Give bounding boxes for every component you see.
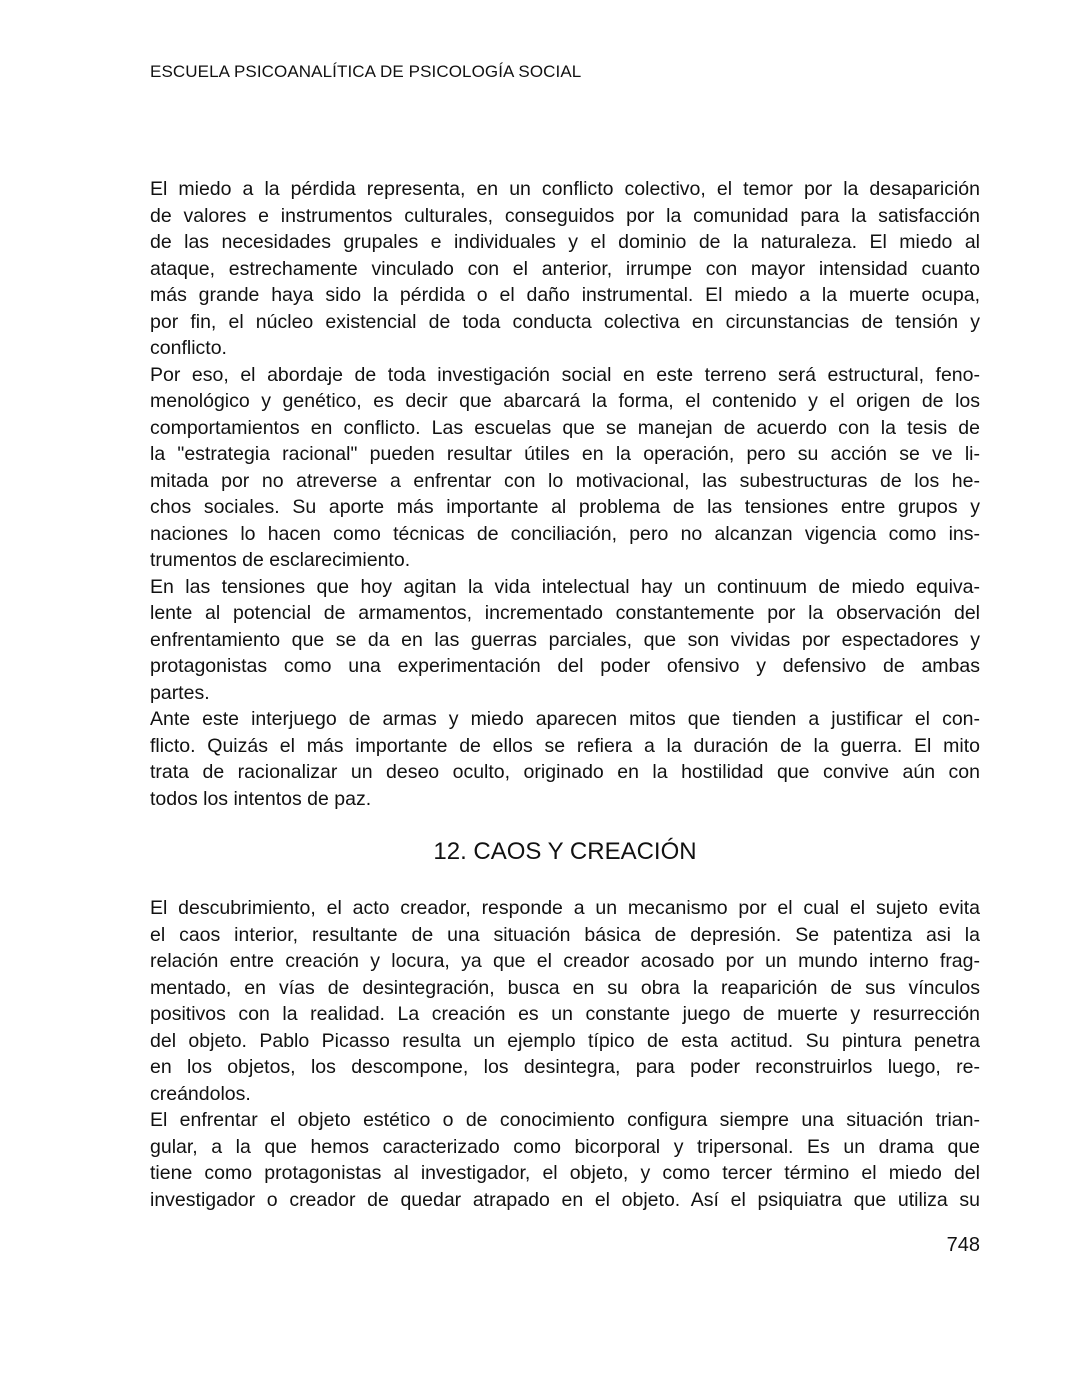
text-line: menológico y genético, es decir que abarcará la forma, el contenido y el origen de los xyxy=(150,390,980,412)
page-number: 748 xyxy=(946,1234,980,1256)
text-line: protagonistas como una experimentación del poder ofensivo y defensivo de ambas xyxy=(150,655,980,677)
text-line: del objeto. Pablo Picasso resulta un ejemplo típico de esta actitud. Su pintura penetra xyxy=(150,1029,980,1052)
text-line: mitada por no atreverse a enfrentar con lo motivacional, las subestructuras de los he- xyxy=(150,469,980,492)
text-line: relación entre creación y locura, ya que el creador acosado por un mundo interno frag- xyxy=(150,950,980,972)
text-line: flicto. Quizás el más importante de ellos se refiera a la duración de la guerra. El mito xyxy=(150,734,980,757)
text-block-before-section xyxy=(150,176,980,812)
running-header: ESCUELA PSICOANALÍTICA DE PSICOLOGÍA SOCIAL xyxy=(150,62,582,81)
text-line: el caos interior, resultante de una situación básica de depresión. Se patentiza asi la xyxy=(150,923,980,946)
section-title: 12. CAOS Y CREACIÓN xyxy=(433,838,697,865)
text-line: de valores e instrumentos culturales, conseguidos por la comunidad para la satisfacción xyxy=(150,204,980,227)
text-line: En las tensiones que hoy agitan la vida intelectual hay un continuum de miedo equiva- xyxy=(150,575,980,598)
text-line: enfrentamiento que se da en las guerras parciales, que son vividas por espectadores y xyxy=(150,628,980,651)
text-line: mentado, en vías de desintegración, busca en su obra la reaparición de sus vínculos xyxy=(150,976,980,999)
text-line: tiene como protagonistas al investigador, el objeto, y como tercer término el miedo del xyxy=(150,1162,980,1184)
text-line: más grande haya sido la pérdida o el daño instrumental. El miedo a la muerte ocupa, xyxy=(150,284,980,306)
text-line: la "estrategia racional" pueden resultar útiles en la operación, pero su acción se ve li- xyxy=(150,443,980,465)
text-line: trumentos de esclarecimiento. xyxy=(150,549,411,571)
text-line: El descubrimiento, el acto creador, responde a un mecanismo por el cual el sujeto evita xyxy=(150,897,980,919)
text-line: naciones lo hacen como técnicas de conciliación, pero no alcanzan vigencia como ins- xyxy=(150,522,980,545)
text-line: lente al potencial de armamentos, incrementado constantemente por la observación del xyxy=(150,602,980,624)
text-line: partes. xyxy=(150,681,210,704)
text-line: trata de racionalizar un deseo oculto, originado en la hostilidad que convive aún con xyxy=(150,761,980,783)
text-line: Por eso, el abordaje de toda investigación social en este terreno será estructural, feno- xyxy=(150,363,980,386)
text-line: comportamientos en conflicto. Las escuelas que se manejan de acuerdo con la tesis de xyxy=(150,416,980,439)
text-line: Ante este interjuego de armas y miedo aparecen mitos que tienden a justificar el con- xyxy=(150,708,980,730)
text-line: en los objetos, los descompone, los desintegra, para poder reconstruirlos luego, re- xyxy=(150,1056,980,1078)
text-line: conflicto. xyxy=(150,337,227,359)
text-line: todos los intentos de paz. xyxy=(150,787,372,810)
text-line: El enfrentar el objeto estético o de conocimiento configura siempre una situación trian- xyxy=(150,1109,980,1131)
text-line: investigador o creador de quedar atrapado en el objeto. Así el psiquiatra que utiliza su xyxy=(150,1188,980,1211)
text-line: gular, a la que hemos caracterizado como bicorporal y tripersonal. Es un drama que xyxy=(150,1135,980,1158)
text-line: por fin, el núcleo existencial de toda conducta colectiva en circunstancias de tensión y xyxy=(150,310,980,333)
text-line: positivos con la realidad. La creación es un constante juego de muerte y resurrección xyxy=(150,1003,980,1025)
text-line: de las necesidades grupales e individuales y el dominio de la naturaleza. El miedo al xyxy=(150,231,980,253)
text-line: ataque, estrechamente vinculado con el anterior, irrumpe con mayor intensidad cuanto xyxy=(150,257,980,280)
text-line: chos sociales. Su aporte más importante al problema de las tensiones entre grupos y xyxy=(150,496,980,518)
text-block-section-12 xyxy=(150,895,980,1213)
text-line: El miedo a la pérdida representa, en un conflicto colectivo, el temor por la desaparición xyxy=(150,178,980,200)
text-line: creándolos. xyxy=(150,1082,251,1105)
